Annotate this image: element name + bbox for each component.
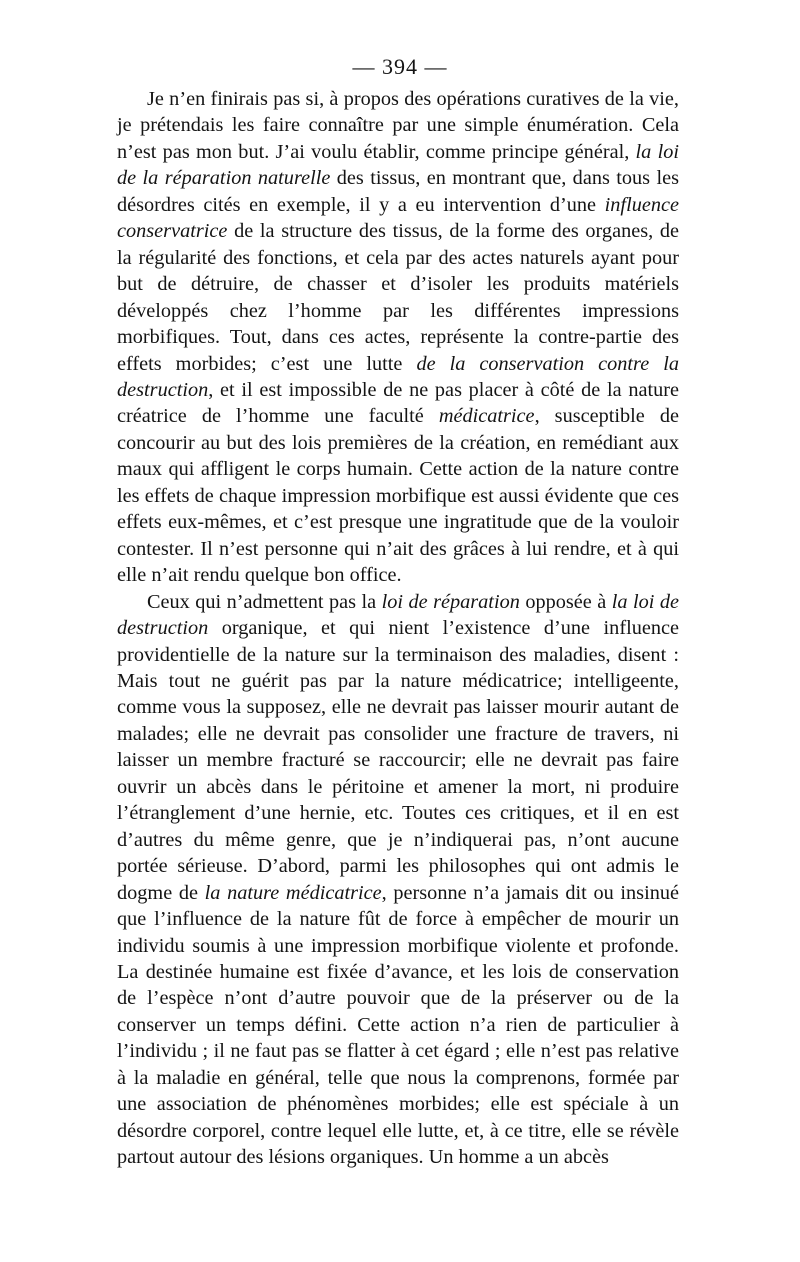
text-run: de la structure des tissus, de la forme des organes, de la régularité des fonctions, et cela par des actes naturels ayant pour but de détruire, de chasser et d’isoler les produits matériels développés chez l’homme par les différentes impressions morbifiques. Tout, dans ces actes, représente la contre-partie des effets morbides; c’est une lutte — [117, 220, 679, 375]
italic-phrase: loi de réparation — [381, 590, 520, 613]
italic-phrase: médicatrice — [438, 405, 535, 428]
page-number: — 394 — — [352, 54, 448, 79]
italic-phrase: la loi de la réparation naturelle — [117, 140, 679, 190]
text-run: , susceptible de concourir au but des lois premières de la création, en remédiant aux maux qui affligent le corps humain. Cette action de la nature contre les effets de chaque impression morbifique est aussi évidente que ces effets eux-mêmes, et c’est presque une ingratitude que de la vouloir contester. Il n’est personne qui n’ait des grâces à lui rendre, et à qui elle n’ait rendu quelque bon office. — [117, 405, 679, 587]
body-text — [117, 86, 679, 1171]
text-run: , et il est impossible de ne pas placer à côté de la nature créatrice de l’homme une faculté — [117, 378, 679, 428]
text-run: Ceux qui n’admettent pas la — [147, 590, 382, 613]
paragraph — [117, 86, 679, 589]
paragraph — [117, 589, 679, 1171]
text-run: organique, et qui nient l’existence d’une influence providentielle de la nature sur la terminaison des maladies, disent : Mais tout ne guérit pas par la nature médicatrice; intelligeente, comme vous la supposez, elle ne devrait pas laisser mourir autant de malades; elle ne devrait pas consolider une fracture de travers, ni laisser un membre fracturé se raccourcir; elle ne devrait pas faire ouvrir un abcès dans le péritoine et amener la mort, ni produire l’étranglement d’une hernie, etc. Toutes ces critiques, et il en est d’autres du même genre, que je n’indiquerai pas, n’ont aucune portée sérieuse. D’abord, parmi les philosophes qui ont admis le dogme de — [117, 617, 679, 904]
text-run: des tissus, en montrant que, dans tous les désordres cités en exemple, il y a eu intervention d’une — [117, 167, 679, 216]
italic-phrase: de la conservation contre la destruction — [117, 352, 679, 401]
italic-phrase: la loi de destruction — [117, 590, 679, 640]
italic-phrase: la nature médicatrice — [204, 881, 382, 904]
text-run: opposée à — [519, 590, 612, 613]
text-run: , personne n’a jamais dit ou insinué que l’influence de la nature fût de force à empêcher de mourir un individu soumis à une impression morbifique violente et profonde. La destinée humaine est fixée d’avance, et les lois de conservation de l’espèce n’ont d’autre pouvoir que de la préserver ou de la conserver un temps défini. Cette action n’a rien de particulier à l’individu ; il ne faut pas se flatter à cet égard ; elle n’est pas relative à la maladie en général, telle que nous la comprenons, formée par une association de phénomènes morbides; elle est spéciale à un désordre corporel, contre lequel elle lutte, et, à ce titre, elle se révèle partout autour des lésions organiques. Un homme a un abcès — [117, 881, 679, 1169]
italic-phrase: influence conservatrice — [117, 193, 679, 243]
text-run: Je n’en finirais pas si, à propos des opérations curatives de la vie, je prétendais les faire connaître par une simple énumération. Cela n’est pas mon but. J’ai voulu établir, comme principe général, — [117, 88, 679, 163]
